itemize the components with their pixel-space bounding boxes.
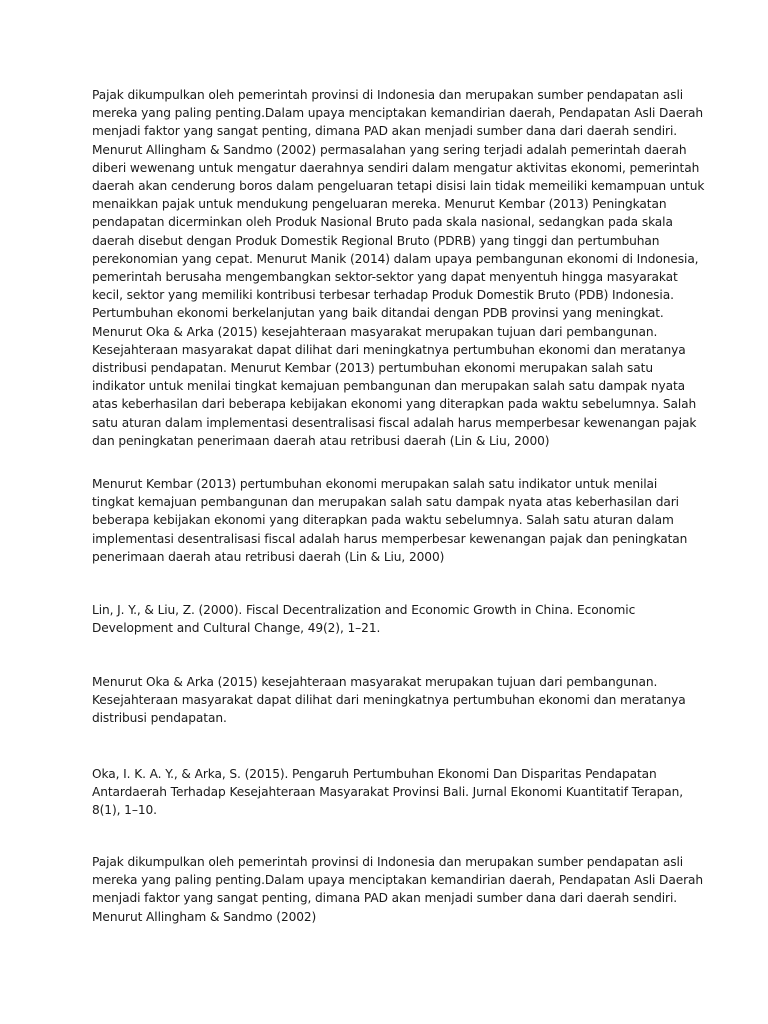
text-line: Menurut Kembar (2013) pertumbuhan ekonomi merupakan salah satu indikator untuk menilai xyxy=(92,477,658,491)
text-line: Menurut Allingham & Sandmo (2002) xyxy=(92,909,317,924)
text-line: Menurut Oka & Arka (2015) kesejahteraan masyarakat merupakan tujuan dari pembangunan. xyxy=(92,324,658,339)
text-line: Kesejahteraan masyarakat dapat dilihat dari meningkatnya pertumbuhan ekonomi dan meratanya xyxy=(92,693,686,708)
text-line: atas keberhasilan dari beberapa kebijakan ekonomi yang diterapkan pada waktu sebelumnya. Salah xyxy=(92,397,697,412)
text-line: distribusi pendapatan. Menurut Kembar (2013) pertumbuhan ekonomi merupakan salah satu xyxy=(92,361,653,376)
text-line: Pertumbuhan ekonomi berkelanjutan yang baik ditandai dengan PDB provinsi yang meningkat. xyxy=(92,306,664,321)
text-line: Antardaerah Terhadap Kesejahteraan Masyarakat Provinsi Bali. Jurnal Ekonomi Kuantitatif Terapan, xyxy=(92,785,684,800)
text-line: daerah akan cenderung boros dalam pengeluaran tetapi disisi lain tidak memeiliki kemampuan untuk xyxy=(92,179,705,194)
text-line: perekonomian yang cepat. Menurut Manik (2014) dalam upaya pembangunan ekonomi di Indonesia, xyxy=(92,251,699,266)
text-line: Pajak dikumpulkan oleh pemerintah provinsi di Indonesia dan merupakan sumber pendapatan asli xyxy=(92,855,684,869)
text-line: Oka, I. K. A. Y., & Arka, S. (2015). Pengaruh Pertumbuhan Ekonomi Dan Disparitas Pendapatan xyxy=(92,767,657,781)
text-line: tingkat kemajuan pembangunan dan merupakan salah satu dampak nyata atas keberhasilan dari xyxy=(92,495,679,510)
paragraph-kembar xyxy=(92,475,688,566)
paragraph-oka-arka xyxy=(92,673,688,728)
text-line: satu aturan dalam implementasi desentralisasi fiscal adalah harus memperbesar kewenangan pajak xyxy=(92,415,697,430)
text-line: beberapa kebijakan ekonomi yang diterapkan pada waktu sebelumnya. Salah satu aturan dalam xyxy=(92,513,674,528)
text-line: 8(1), 1–10. xyxy=(92,803,157,818)
text-line: Kesejahteraan masyarakat dapat dilihat dari meningkatnya pertumbuhan ekonomi dan meratanya xyxy=(92,342,686,357)
text-line: dan peningkatan penerimaan daerah atau retribusi daerah (Lin & Liu, 2000) xyxy=(92,433,550,448)
text-line: implementasi desentralisasi fiscal adalah harus memperbesar kewenangan pajak dan peningkatan xyxy=(92,531,688,546)
text-line: menaikkan pajak untuk mendukung pengeluaran mereka. Menurut Kembar (2013) Peningkatan xyxy=(92,197,667,212)
paragraph-pajak-repeat xyxy=(92,853,704,926)
text-line: pemerintah berusaha mengembangkan sektor-sektor yang dapat menyentuh hingga masyarakat xyxy=(92,270,678,285)
paragraph-intro xyxy=(92,86,705,450)
text-line: mereka yang paling penting.Dalam upaya menciptakan kemandirian daerah, Pendapatan Asli Daerah xyxy=(92,106,704,121)
text-line: indikator untuk menilai tingkat kemajuan pembangunan dan merupakan salah satu dampak nyata xyxy=(92,379,686,394)
text-line: distribusi pendapatan. xyxy=(92,711,227,726)
reference-oka-arka xyxy=(92,765,688,820)
text-line: Development and Cultural Change, 49(2), 1–21. xyxy=(92,621,381,636)
text-line: menjadi faktor yang sangat penting, dimana PAD akan menjadi sumber dana dari daerah sendiri. xyxy=(92,891,678,906)
text-line: Lin, J. Y., & Liu, Z. (2000). Fiscal Decentralization and Economic Growth in China. Economic xyxy=(92,603,636,617)
text-line: Menurut Oka & Arka (2015) kesejahteraan masyarakat merupakan tujuan dari pembangunan. xyxy=(92,675,658,689)
text-line: menjadi faktor yang sangat penting, dimana PAD akan menjadi sumber dana dari daerah sendiri. xyxy=(92,124,678,139)
text-line: Pajak dikumpulkan oleh pemerintah provinsi di Indonesia dan merupakan sumber pendapatan asli xyxy=(92,88,684,102)
text-line: penerimaan daerah atau retribusi daerah (Lin & Liu, 2000) xyxy=(92,549,445,564)
reference-lin-liu xyxy=(92,601,688,637)
text-line: diberi wewenang untuk mengatur daerahnya sendiri dalam mengatur aktivitas ekonomi, pemerintah xyxy=(92,160,700,175)
text-line: pendapatan dicerminkan oleh Produk Nasional Bruto pada skala nasional, sedangkan pada skala xyxy=(92,215,673,230)
text-line: daerah disebut dengan Produk Domestik Regional Bruto (PDRB) yang tinggi dan pertumbuhan xyxy=(92,233,660,248)
text-line: Menurut Allingham & Sandmo (2002) permasalahan yang sering terjadi adalah pemerintah daerah xyxy=(92,142,687,157)
text-line: kecil, sektor yang memiliki kontribusi terbesar terhadap Produk Domestik Bruto (PDB) Indonesia. xyxy=(92,288,674,303)
text-line: mereka yang paling penting.Dalam upaya menciptakan kemandirian daerah, Pendapatan Asli Daerah xyxy=(92,873,704,888)
